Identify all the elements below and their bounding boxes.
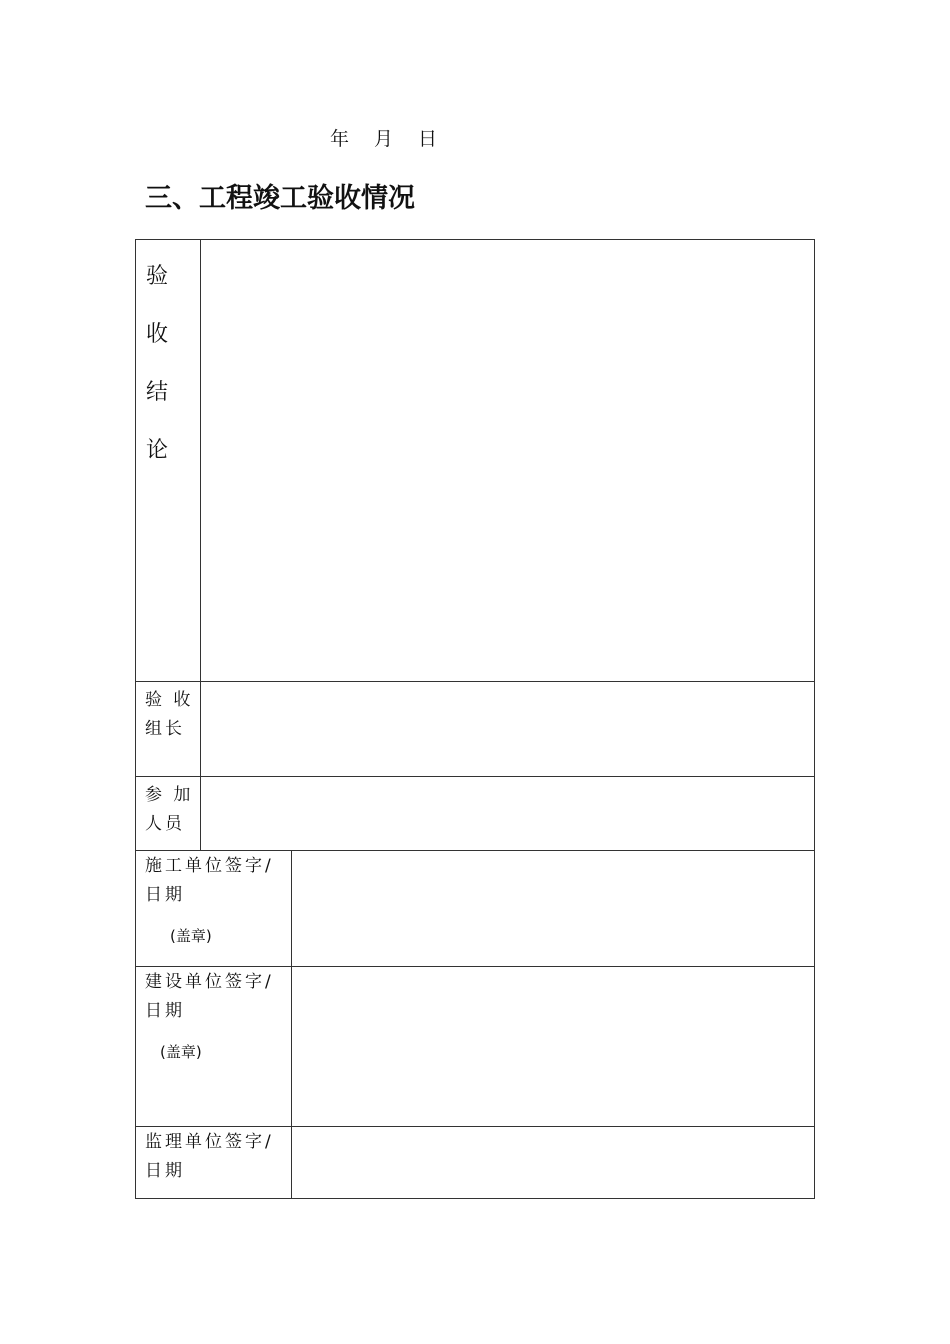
- year-label: 年: [330, 128, 351, 150]
- owner-seal-note: (盖章): [160, 1043, 202, 1061]
- construction-seal-note: (盖章): [170, 927, 212, 945]
- supervision-field[interactable]: [292, 1127, 814, 1199]
- participants-field[interactable]: [201, 777, 814, 851]
- owner-field[interactable]: [292, 967, 814, 1128]
- supervision-label: 监理单位签字/日期: [145, 1132, 274, 1181]
- construction-row: [136, 850, 814, 967]
- section-title: 三、工程竣工验收情况: [145, 183, 415, 214]
- construction-field[interactable]: [292, 851, 814, 967]
- participants-row: [136, 776, 814, 851]
- leader-row: [136, 681, 814, 777]
- owner-row: [136, 966, 814, 1128]
- participants-label: 参 加人员: [145, 785, 194, 834]
- construction-label-cell: [136, 851, 292, 967]
- conclusion-field[interactable]: [201, 240, 814, 682]
- conclusion-label-cell: [136, 240, 201, 682]
- construction-label: 施工单位签字/日期: [145, 856, 274, 905]
- acceptance-form-table: [135, 239, 815, 1199]
- leader-label: 验 收组长: [145, 690, 194, 739]
- conclusion-label: 验 收 结 论: [146, 264, 169, 463]
- owner-label-cell: [136, 967, 292, 1128]
- owner-label: 建设单位签字/日期: [145, 972, 274, 1021]
- participants-label-cell: [136, 777, 201, 851]
- month-label: 月: [374, 128, 395, 150]
- date-line: [330, 124, 438, 151]
- leader-label-cell: [136, 682, 201, 777]
- leader-field[interactable]: [201, 682, 814, 777]
- conclusion-row: [136, 240, 814, 682]
- supervision-label-cell: [136, 1127, 292, 1199]
- supervision-row: [136, 1126, 814, 1199]
- day-label: 日: [418, 128, 439, 150]
